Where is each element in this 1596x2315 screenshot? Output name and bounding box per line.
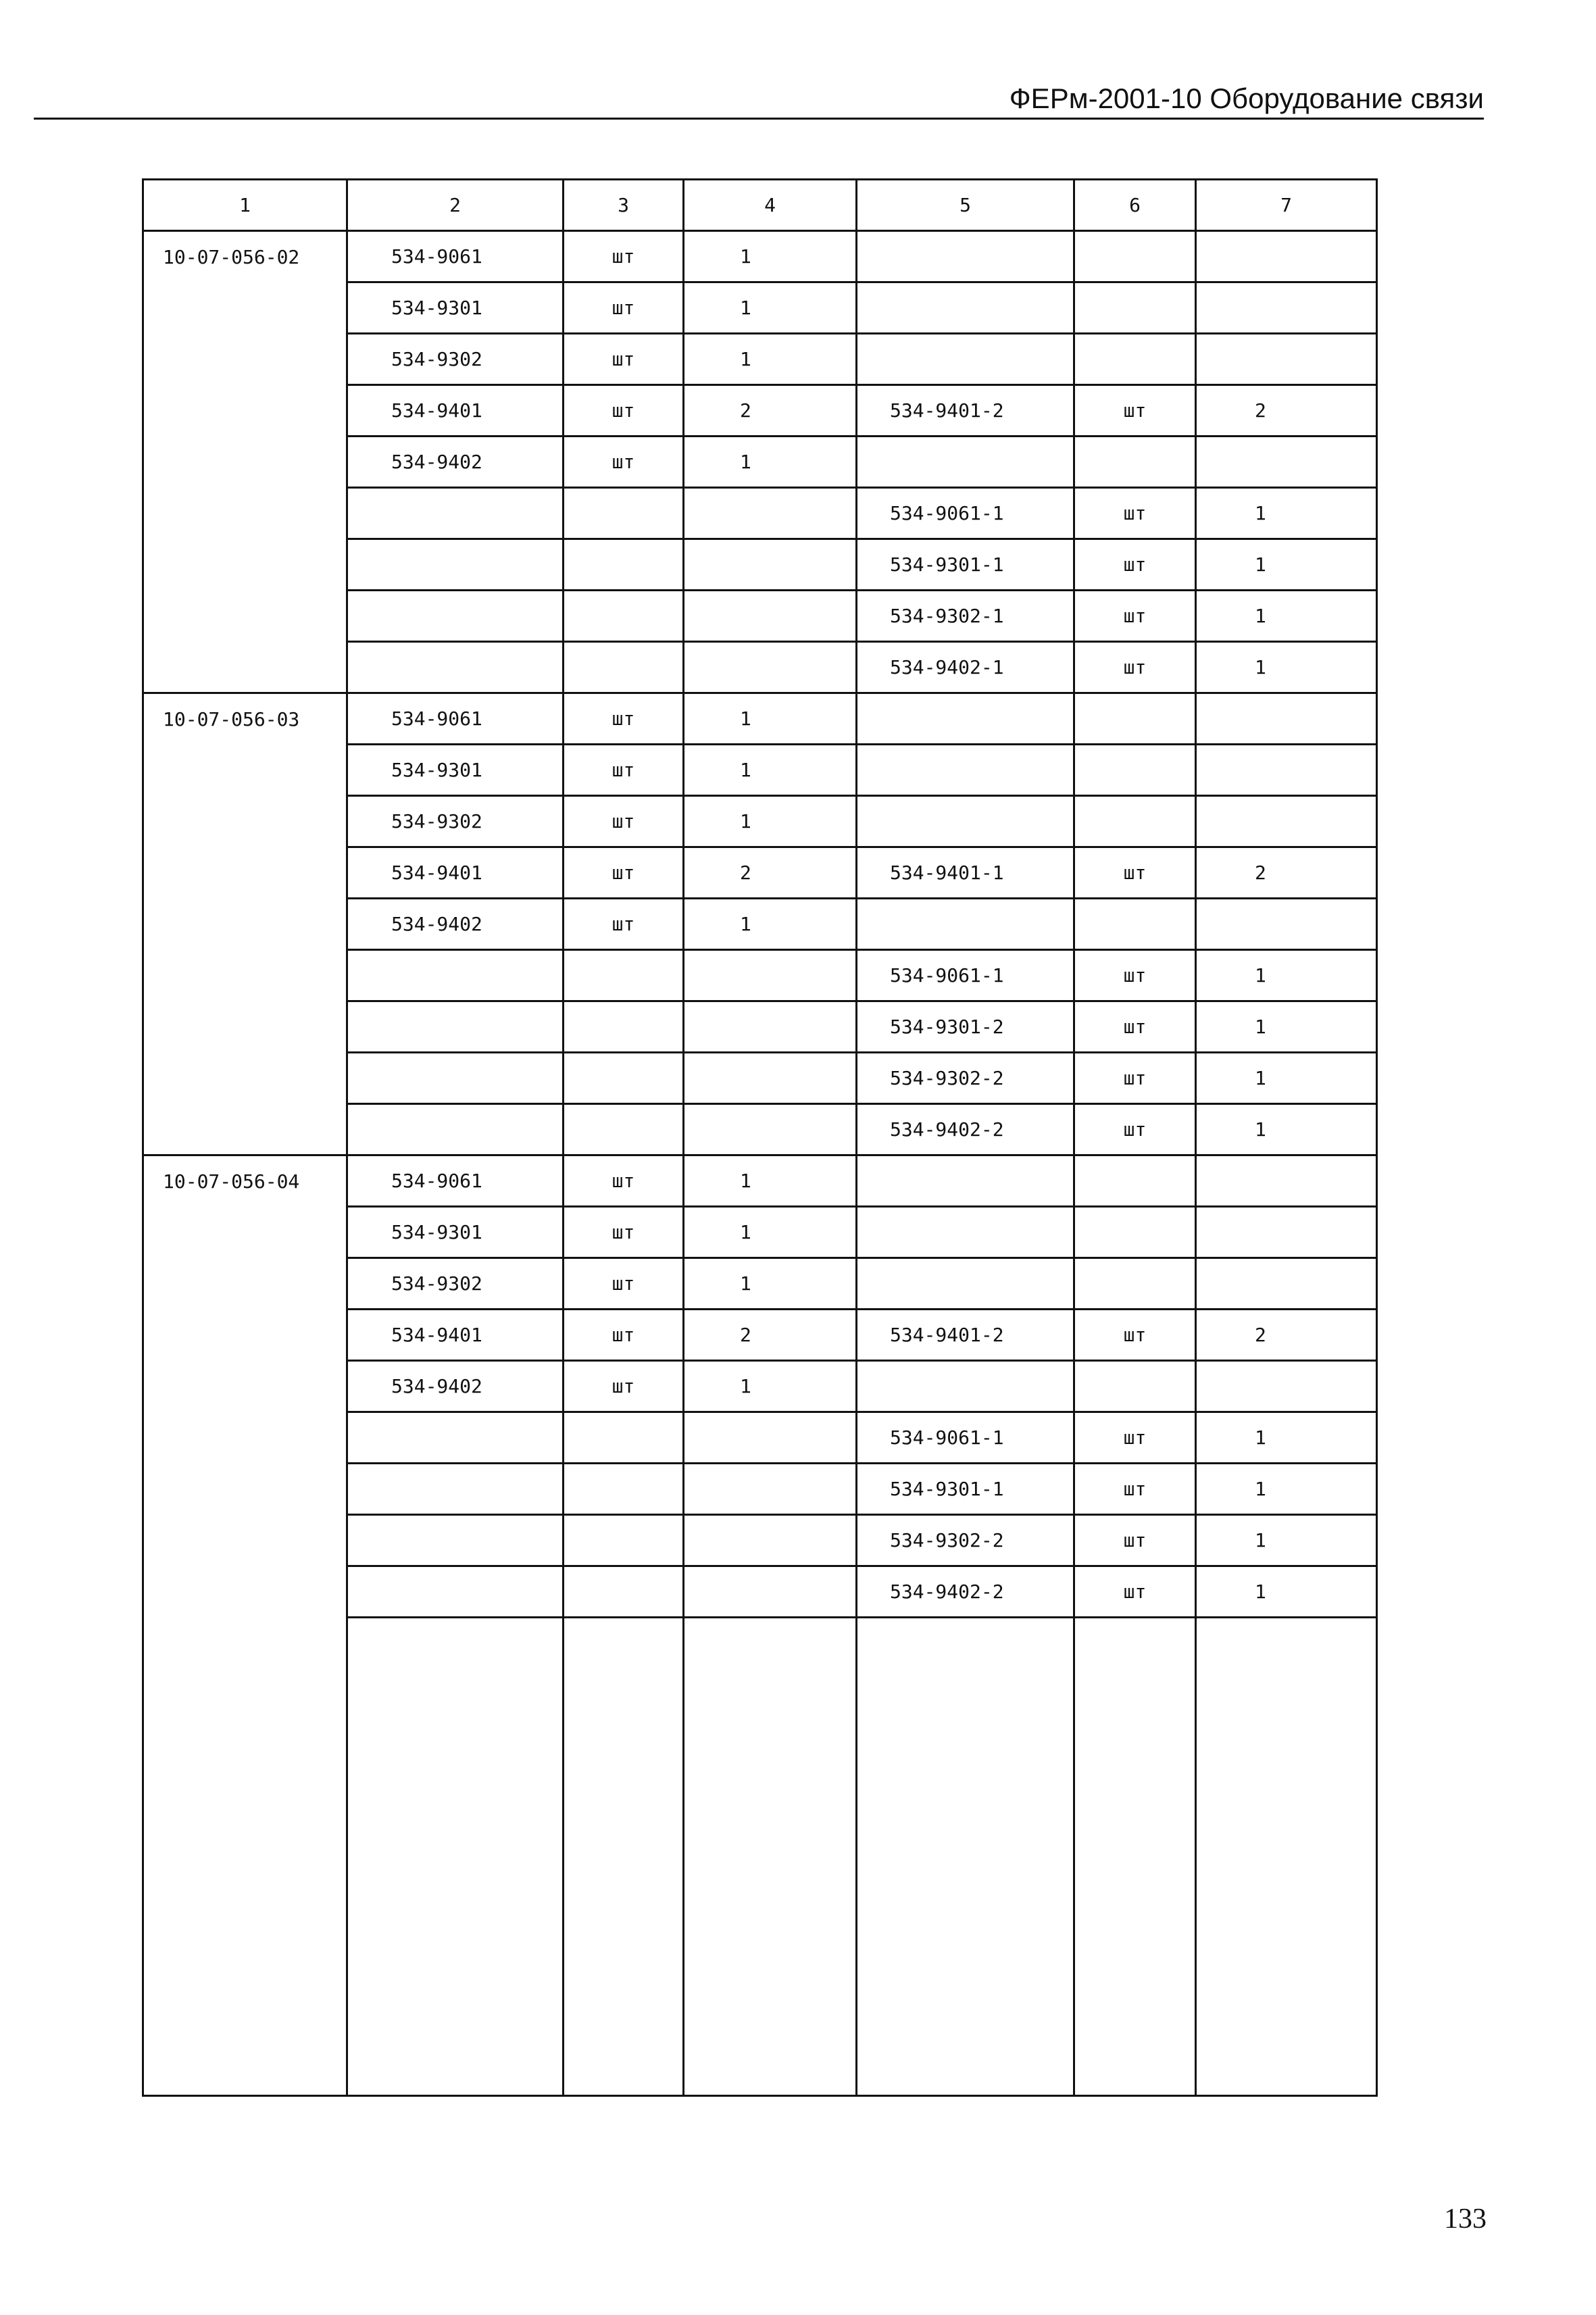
- replacement-unit-cell: шт: [1074, 385, 1196, 437]
- replacement-unit-cell: шт: [1074, 1566, 1196, 1618]
- rate-code-continuation: [143, 591, 347, 642]
- table-row: [143, 745, 1377, 796]
- replacement-quantity-cell: 1: [1196, 539, 1377, 591]
- column-header: 4: [684, 180, 857, 231]
- material-code-cell: 534-9402: [347, 437, 564, 488]
- quantity-cell: 1: [684, 796, 857, 847]
- unit-cell: шт: [564, 231, 684, 282]
- replacement-code-cell: 534-9401-1: [857, 847, 1074, 899]
- empty-cell: [684, 1618, 857, 2096]
- material-code-cell: 534-9302: [347, 334, 564, 385]
- table-row: [143, 1155, 1377, 1207]
- unit-cell: шт: [564, 1258, 684, 1310]
- replacement-quantity-cell: [1196, 693, 1377, 745]
- material-code-cell: 534-9401: [347, 385, 564, 437]
- table-row: [143, 796, 1377, 847]
- empty-cell: [143, 1618, 347, 2096]
- replacement-quantity-cell: [1196, 334, 1377, 385]
- unit-cell: шт: [564, 385, 684, 437]
- column-header: 2: [347, 180, 564, 231]
- replacement-quantity-cell: [1196, 437, 1377, 488]
- rate-code-continuation: [143, 899, 347, 950]
- quantity-cell: 1: [684, 1207, 857, 1258]
- replacement-quantity-cell: [1196, 282, 1377, 334]
- replacement-quantity-cell: [1196, 796, 1377, 847]
- replacement-quantity-cell: 2: [1196, 847, 1377, 899]
- quantity-cell: 1: [684, 231, 857, 282]
- replacement-quantity-cell: 1: [1196, 1566, 1377, 1618]
- empty-table-area: [143, 1618, 1377, 2096]
- rate-code-continuation: [143, 1412, 347, 1464]
- rate-code-continuation: [143, 1515, 347, 1566]
- table-row: [143, 1001, 1377, 1053]
- table-row: [143, 385, 1377, 437]
- table-row: [143, 437, 1377, 488]
- column-number-row: [143, 180, 1377, 231]
- replacement-code-cell: [857, 745, 1074, 796]
- rate-code-continuation: [143, 1053, 347, 1104]
- replacement-code-cell: [857, 231, 1074, 282]
- replacement-unit-cell: [1074, 231, 1196, 282]
- rate-code: 10-07-056-02: [143, 231, 347, 282]
- quantity-cell: [684, 1566, 857, 1618]
- material-code-cell: [347, 1412, 564, 1464]
- replacement-unit-cell: шт: [1074, 1104, 1196, 1155]
- quantity-cell: [684, 950, 857, 1001]
- quantity-cell: [684, 591, 857, 642]
- table-row: [143, 1566, 1377, 1618]
- material-code-cell: 534-9402: [347, 899, 564, 950]
- unit-cell: [564, 1464, 684, 1515]
- unit-cell: шт: [564, 334, 684, 385]
- page-number: 133: [1444, 2204, 1487, 2235]
- table-row: [143, 847, 1377, 899]
- replacement-quantity-cell: 1: [1196, 1053, 1377, 1104]
- quantity-cell: 1: [684, 1258, 857, 1310]
- material-code-cell: 534-9402: [347, 1361, 564, 1412]
- replacement-code-cell: 534-9301-1: [857, 1464, 1074, 1515]
- unit-cell: [564, 488, 684, 539]
- resource-table: [142, 178, 1378, 2097]
- unit-cell: [564, 1515, 684, 1566]
- unit-cell: шт: [564, 796, 684, 847]
- quantity-cell: [684, 488, 857, 539]
- rate-code: 10-07-056-04: [143, 1155, 347, 1207]
- replacement-code-cell: [857, 899, 1074, 950]
- rate-code-continuation: [143, 437, 347, 488]
- quantity-cell: 2: [684, 1310, 857, 1361]
- replacement-code-cell: [857, 282, 1074, 334]
- rate-code-continuation: [143, 282, 347, 334]
- unit-cell: шт: [564, 899, 684, 950]
- quantity-cell: 2: [684, 385, 857, 437]
- replacement-code-cell: 534-9302-2: [857, 1515, 1074, 1566]
- rate-code-continuation: [143, 1258, 347, 1310]
- replacement-code-cell: [857, 437, 1074, 488]
- replacement-code-cell: [857, 796, 1074, 847]
- unit-cell: [564, 1001, 684, 1053]
- table-row: [143, 488, 1377, 539]
- replacement-unit-cell: [1074, 437, 1196, 488]
- replacement-quantity-cell: [1196, 231, 1377, 282]
- replacement-unit-cell: шт: [1074, 1310, 1196, 1361]
- unit-cell: шт: [564, 1207, 684, 1258]
- material-code-cell: 534-9301: [347, 282, 564, 334]
- unit-cell: шт: [564, 693, 684, 745]
- unit-cell: [564, 539, 684, 591]
- table-row: [143, 1053, 1377, 1104]
- replacement-code-cell: 534-9301-2: [857, 1001, 1074, 1053]
- replacement-quantity-cell: 1: [1196, 488, 1377, 539]
- replacement-quantity-cell: 1: [1196, 1412, 1377, 1464]
- rate-code-continuation: [143, 642, 347, 693]
- material-code-cell: [347, 1053, 564, 1104]
- table-row: [143, 1310, 1377, 1361]
- replacement-code-cell: [857, 693, 1074, 745]
- quantity-cell: 1: [684, 282, 857, 334]
- replacement-unit-cell: [1074, 1155, 1196, 1207]
- replacement-code-cell: 534-9061-1: [857, 950, 1074, 1001]
- unit-cell: шт: [564, 1155, 684, 1207]
- table-row: [143, 1361, 1377, 1412]
- material-code-cell: 534-9302: [347, 1258, 564, 1310]
- unit-cell: [564, 591, 684, 642]
- replacement-code-cell: 534-9401-2: [857, 1310, 1074, 1361]
- rate-code-continuation: [143, 1104, 347, 1155]
- replacement-quantity-cell: 2: [1196, 1310, 1377, 1361]
- replacement-quantity-cell: 1: [1196, 1464, 1377, 1515]
- replacement-quantity-cell: 1: [1196, 1104, 1377, 1155]
- quantity-cell: [684, 1412, 857, 1464]
- replacement-quantity-cell: [1196, 1207, 1377, 1258]
- replacement-unit-cell: шт: [1074, 847, 1196, 899]
- replacement-quantity-cell: [1196, 1258, 1377, 1310]
- replacement-quantity-cell: 1: [1196, 1515, 1377, 1566]
- replacement-unit-cell: шт: [1074, 1464, 1196, 1515]
- replacement-code-cell: 534-9302-2: [857, 1053, 1074, 1104]
- table-row: [143, 950, 1377, 1001]
- quantity-cell: [684, 1001, 857, 1053]
- material-code-cell: 534-9061: [347, 693, 564, 745]
- quantity-cell: 1: [684, 334, 857, 385]
- material-code-cell: [347, 591, 564, 642]
- replacement-unit-cell: шт: [1074, 1001, 1196, 1053]
- quantity-cell: [684, 1515, 857, 1566]
- replacement-quantity-cell: 2: [1196, 385, 1377, 437]
- table-row: [143, 231, 1377, 282]
- unit-cell: [564, 1566, 684, 1618]
- replacement-quantity-cell: 1: [1196, 591, 1377, 642]
- replacement-code-cell: 534-9401-2: [857, 385, 1074, 437]
- material-code-cell: [347, 1464, 564, 1515]
- table-row: [143, 1515, 1377, 1566]
- replacement-unit-cell: [1074, 334, 1196, 385]
- table-row: [143, 1412, 1377, 1464]
- material-code-cell: 534-9061: [347, 1155, 564, 1207]
- replacement-unit-cell: шт: [1074, 1412, 1196, 1464]
- quantity-cell: 1: [684, 1155, 857, 1207]
- unit-cell: шт: [564, 745, 684, 796]
- column-header: 3: [564, 180, 684, 231]
- table-row: [143, 1207, 1377, 1258]
- rate-code-continuation: [143, 1001, 347, 1053]
- empty-cell: [1074, 1618, 1196, 2096]
- replacement-quantity-cell: 1: [1196, 950, 1377, 1001]
- material-code-cell: [347, 1515, 564, 1566]
- quantity-cell: [684, 539, 857, 591]
- quantity-cell: 2: [684, 847, 857, 899]
- replacement-unit-cell: [1074, 745, 1196, 796]
- material-code-cell: [347, 488, 564, 539]
- material-code-cell: 534-9401: [347, 847, 564, 899]
- material-code-cell: [347, 1566, 564, 1618]
- replacement-code-cell: 534-9301-1: [857, 539, 1074, 591]
- empty-cell: [347, 1618, 564, 2096]
- material-code-cell: [347, 642, 564, 693]
- replacement-code-cell: 534-9302-1: [857, 591, 1074, 642]
- replacement-unit-cell: шт: [1074, 642, 1196, 693]
- rate-code: 10-07-056-03: [143, 693, 347, 745]
- quantity-cell: [684, 1464, 857, 1515]
- replacement-unit-cell: шт: [1074, 1053, 1196, 1104]
- unit-cell: шт: [564, 1361, 684, 1412]
- quantity-cell: [684, 1053, 857, 1104]
- replacement-code-cell: [857, 1361, 1074, 1412]
- table-row: [143, 899, 1377, 950]
- unit-cell: [564, 642, 684, 693]
- unit-cell: [564, 1104, 684, 1155]
- replacement-code-cell: 534-9402-2: [857, 1566, 1074, 1618]
- replacement-unit-cell: [1074, 693, 1196, 745]
- rate-code-continuation: [143, 847, 347, 899]
- table-row: [143, 282, 1377, 334]
- material-code-cell: [347, 539, 564, 591]
- replacement-code-cell: [857, 1258, 1074, 1310]
- table-body: [143, 180, 1377, 2096]
- quantity-cell: 1: [684, 437, 857, 488]
- replacement-unit-cell: шт: [1074, 591, 1196, 642]
- unit-cell: шт: [564, 847, 684, 899]
- column-header: 1: [143, 180, 347, 231]
- rate-code-continuation: [143, 1464, 347, 1515]
- replacement-code-cell: 534-9402-2: [857, 1104, 1074, 1155]
- rate-code-continuation: [143, 488, 347, 539]
- unit-cell: шт: [564, 437, 684, 488]
- document-title: ФЕРм-2001-10 Оборудование связи: [1009, 82, 1484, 114]
- replacement-unit-cell: шт: [1074, 1515, 1196, 1566]
- rate-code-continuation: [143, 796, 347, 847]
- material-code-cell: 534-9061: [347, 231, 564, 282]
- replacement-unit-cell: шт: [1074, 539, 1196, 591]
- table-row: [143, 591, 1377, 642]
- replacement-quantity-cell: 1: [1196, 642, 1377, 693]
- table-row: [143, 642, 1377, 693]
- empty-cell: [564, 1618, 684, 2096]
- column-header: 7: [1196, 180, 1377, 231]
- rate-code-continuation: [143, 385, 347, 437]
- replacement-quantity-cell: [1196, 1155, 1377, 1207]
- rate-code-continuation: [143, 1566, 347, 1618]
- page-header: [34, 80, 1484, 120]
- quantity-cell: [684, 1104, 857, 1155]
- material-code-cell: [347, 1001, 564, 1053]
- unit-cell: [564, 950, 684, 1001]
- quantity-cell: 1: [684, 745, 857, 796]
- replacement-quantity-cell: [1196, 1361, 1377, 1412]
- unit-cell: [564, 1053, 684, 1104]
- resource-table-container: [142, 178, 1376, 2057]
- replacement-unit-cell: шт: [1074, 950, 1196, 1001]
- replacement-code-cell: 534-9061-1: [857, 488, 1074, 539]
- material-code-cell: [347, 1104, 564, 1155]
- rate-code-continuation: [143, 1207, 347, 1258]
- replacement-quantity-cell: [1196, 745, 1377, 796]
- unit-cell: [564, 1412, 684, 1464]
- material-code-cell: 534-9301: [347, 745, 564, 796]
- replacement-code-cell: 534-9061-1: [857, 1412, 1074, 1464]
- empty-cell: [1196, 1618, 1377, 2096]
- column-header: 5: [857, 180, 1074, 231]
- table-row: [143, 1258, 1377, 1310]
- replacement-unit-cell: [1074, 796, 1196, 847]
- material-code-cell: 534-9401: [347, 1310, 564, 1361]
- material-code-cell: [347, 950, 564, 1001]
- quantity-cell: 1: [684, 693, 857, 745]
- replacement-quantity-cell: [1196, 899, 1377, 950]
- quantity-cell: [684, 642, 857, 693]
- material-code-cell: 534-9301: [347, 1207, 564, 1258]
- replacement-code-cell: 534-9402-1: [857, 642, 1074, 693]
- replacement-code-cell: [857, 1207, 1074, 1258]
- table-row: [143, 1104, 1377, 1155]
- replacement-code-cell: [857, 334, 1074, 385]
- table-row: [143, 334, 1377, 385]
- unit-cell: шт: [564, 1310, 684, 1361]
- replacement-unit-cell: [1074, 1207, 1196, 1258]
- replacement-quantity-cell: 1: [1196, 1001, 1377, 1053]
- unit-cell: шт: [564, 282, 684, 334]
- rate-code-continuation: [143, 745, 347, 796]
- replacement-unit-cell: [1074, 1361, 1196, 1412]
- rate-code-continuation: [143, 1361, 347, 1412]
- replacement-unit-cell: [1074, 1258, 1196, 1310]
- rate-code-continuation: [143, 539, 347, 591]
- replacement-unit-cell: шт: [1074, 488, 1196, 539]
- column-header: 6: [1074, 180, 1196, 231]
- material-code-cell: 534-9302: [347, 796, 564, 847]
- replacement-code-cell: [857, 1155, 1074, 1207]
- rate-code-continuation: [143, 950, 347, 1001]
- empty-cell: [857, 1618, 1074, 2096]
- table-row: [143, 693, 1377, 745]
- table-row: [143, 1464, 1377, 1515]
- rate-code-continuation: [143, 1310, 347, 1361]
- quantity-cell: 1: [684, 899, 857, 950]
- quantity-cell: 1: [684, 1361, 857, 1412]
- replacement-unit-cell: [1074, 899, 1196, 950]
- rate-code-continuation: [143, 334, 347, 385]
- table-row: [143, 539, 1377, 591]
- replacement-unit-cell: [1074, 282, 1196, 334]
